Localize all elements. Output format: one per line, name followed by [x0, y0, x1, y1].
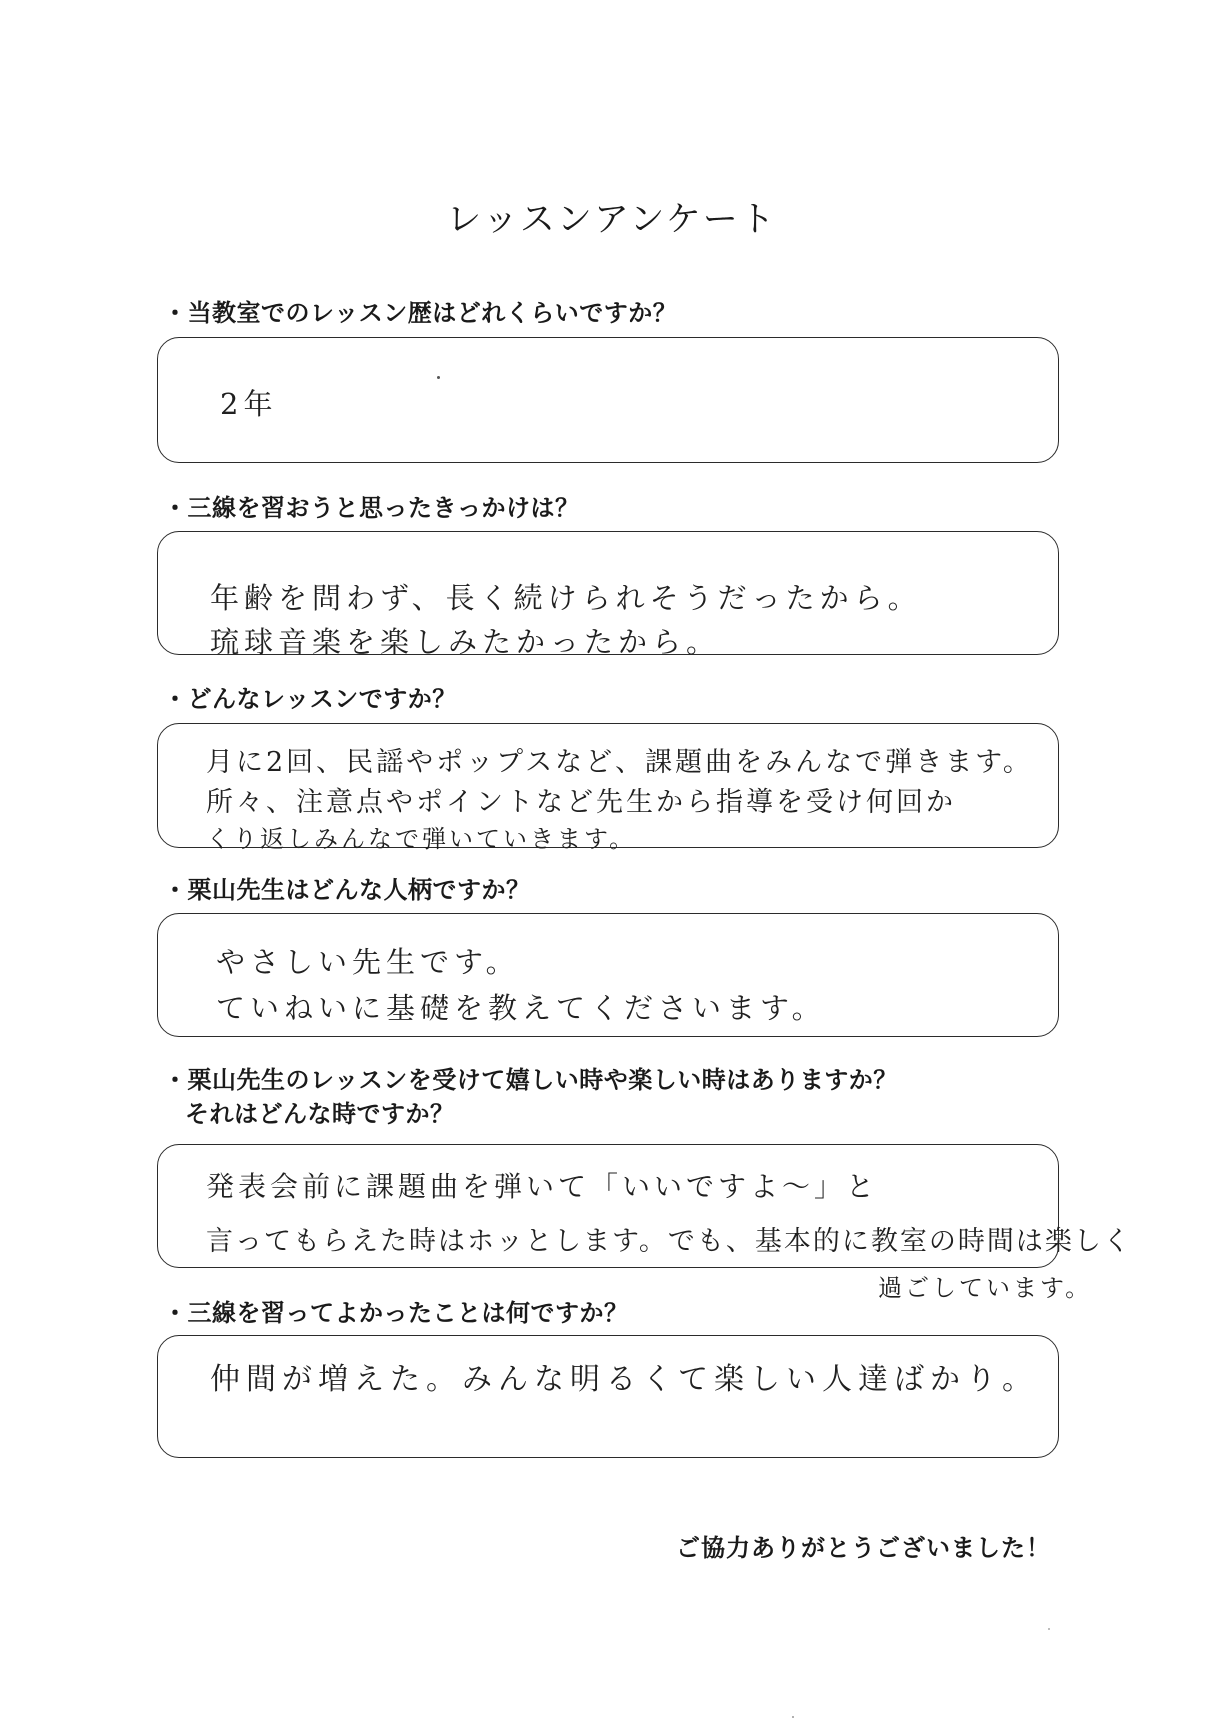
question-5 — [163, 1063, 898, 1131]
answer-5-line-1: 発表会前に課題曲を弾いて「いいですよ〜」と — [206, 1170, 879, 1203]
answer-box-5 — [157, 1144, 1132, 1268]
question-4-text: ・栗山先生はどんな人柄ですか？ — [163, 876, 531, 904]
answer-3-line-3: くり返しみんなで弾いていきます。 — [206, 825, 637, 853]
question-3-text: ・どんなレッスンですか？ — [163, 685, 457, 713]
question-6 — [163, 1296, 629, 1330]
answer-4-line-2: ていねいに基礎を教えてくださいます。 — [216, 991, 826, 1025]
answer-2-line-2: 琉球音楽を楽しみたかったから。 — [210, 625, 721, 659]
question-1-text: ・当教室でのレッスン歴はどれくらいですか？ — [163, 299, 678, 327]
answer-box-6 — [157, 1335, 1059, 1458]
scan-speck — [792, 1716, 794, 1718]
answer-box-4 — [157, 913, 1059, 1037]
question-5-text-2: それはどんな時ですか？ — [185, 1100, 455, 1128]
question-3 — [163, 682, 457, 716]
answer-4-line-1: やさしい先生です。 — [216, 945, 520, 979]
question-1 — [163, 296, 677, 330]
answer-box-2 — [157, 531, 1059, 659]
answer-1-line-1: 2年 — [220, 387, 278, 421]
answer-2-line-1: 年齢を問わず、長く続けられそうだったから。 — [210, 581, 922, 615]
question-4 — [163, 873, 531, 907]
answer-5-line-3: 過ごしています。 — [878, 1274, 1093, 1302]
thanks-message: ご協力ありがとうございました！ — [676, 1534, 1051, 1562]
question-2 — [163, 491, 580, 525]
scan-speck — [1048, 1628, 1050, 1630]
answer-3-line-2: 所々、注意点やポイントなど先生から指導を受け何回か — [206, 787, 956, 818]
question-5-text-1: ・栗山先生のレッスンを受けて嬉しい時や楽しい時はありますか？ — [163, 1066, 898, 1094]
answer-box-1 — [157, 337, 1059, 463]
answer-6-line-1: 仲間が増えた。みんな明るくて楽しい人達ばかり。 — [210, 1362, 1038, 1397]
survey-title: レッスンアンケート — [446, 200, 777, 240]
answer-3-line-1: 月に2回、民謡やポップスなど、課題曲をみんなで弾きます。 — [206, 747, 1033, 778]
answer-5-line-2: 言ってもらえた時はホッとします。でも、基本的に教室の時間は楽しく — [206, 1226, 1132, 1257]
question-6-text: ・三線を習ってよかったことは何ですか？ — [163, 1299, 629, 1327]
scan-speck — [437, 376, 440, 379]
question-2-text: ・三線を習おうと思ったきっかけは？ — [163, 494, 580, 522]
answer-box-3 — [157, 723, 1059, 853]
